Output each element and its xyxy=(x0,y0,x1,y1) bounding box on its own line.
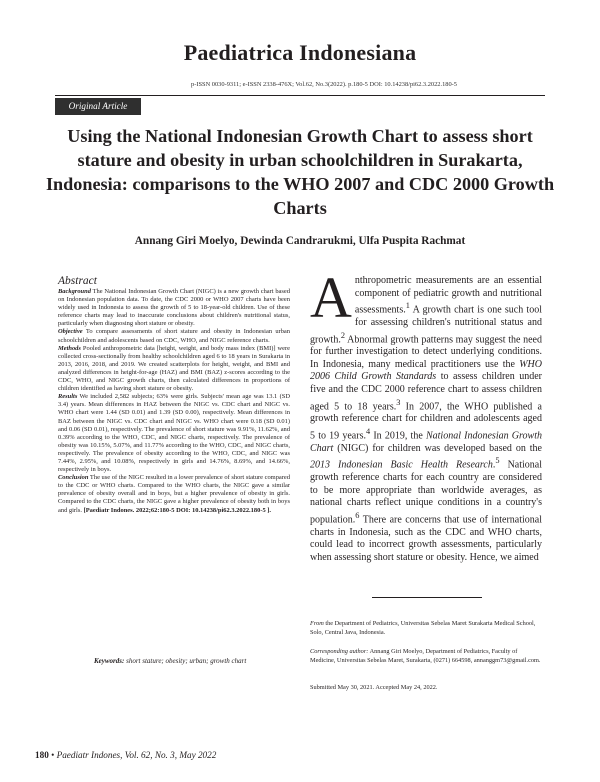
corresponding-text: Annang Giri Moelyo, Department of Pediatrics, Faculty of Medicine, Universitas Sebelas Maret, Surakarta, (0271) 664598, annanggm73@gmail.com. xyxy=(310,648,541,664)
background-text: The National Indonesian Growth Chart (NIGC) is a new growth chart based on Indonesian population data. To date, the CDC 2000 or WHO 2007 charts have been widely used in Indonesia to assess the growth of 5 to 18-year-old children. Use of these reference charts may lead to inaccurate conclusions about children's nutritional status, particularly when diagnosing short stature or obesity. xyxy=(58,288,290,328)
ref-6: 6 xyxy=(355,510,360,520)
intro-text: In 2007, the WHO published a growth reference chart for children and adolescents aged 5 to 19 years. xyxy=(310,400,542,442)
ref-5: 5 xyxy=(495,456,500,466)
results-text: We included 2,582 subjects; 63% were girls. Subjects' mean age was 13.1 (SD 3.4) years. Mean differences in HAZ between the NIGC vs. CDC chart and NIGC vs. WHO chart were 1.44 (SD 0.01) and 1.39 (SD 0.00), respectively. Mean differences in BAZ between the NIGC vs. CDC chart and NIGC vs. WHO chart were 0.18 (SD 0.01) and 0.06 (SD 0.01), respectively. The prevalence of short stature was 9.91%, 11.62%, and 0.39% according to the WHO, CDC, and NIGC charts, respectively. The prevalence of obesity was 10.15%, 5.07%, and 11.77% according to the WHO, CDC, and NIGC charts, respectively. The prevalence of obesity according to the WHO, CDC, and NIGC was 7.44%, 2.95%, and 10.08%, respectively in girls and 14.76%, 8.69%, and 14.66%, respectively in boys. xyxy=(58,393,290,474)
footer-citation: Paediatr Indones, Vol. 62, No. 3, May 2022 xyxy=(56,750,217,760)
methods-text: Pooled anthropometric data [height, weight, and body mass index (BMI)] were collected cross-sectionally from healthy schoolchildren aged 6 to 18 years in Surakarta in 2013, 2016, 2018, and 2019. We created scatterplots for height, weight, and BMI and analyzed differences in height-for-age (HAZ) and BMI (BAZ) z-scores according to the CDC, WHO, and NIGC growth charts, then calculated differences in proportions of children identified as having short stature or obesity. xyxy=(58,344,290,393)
intro-text: National growth reference charts for each country are considered to be more appropriate than worldwide averages, as national charts reflect unique conditions in a country's population. xyxy=(310,459,542,526)
conclusion-label: Conclusion xyxy=(58,474,89,482)
abstract-citation: [Paediatr Indones. 2022;62:180-5 DOI: 10.14238/pi62.3.2022.180-5 ]. xyxy=(83,506,272,514)
keywords-label: Keywords: xyxy=(94,657,125,665)
nigc-title: National Indonesian Growth Chart xyxy=(310,430,542,454)
abstract-text xyxy=(58,288,290,515)
from-label: From xyxy=(310,620,324,627)
abstract-heading: Abstract xyxy=(58,275,97,287)
methods-label: Methods xyxy=(58,344,81,352)
article-type-badge: Original Article xyxy=(55,98,141,115)
affiliation-text: the Department of Pediatrics, Universitas Sebelas Maret Surakarta Medical School, Solo, Central Java, Indonesia. xyxy=(310,620,536,636)
objective-text: To compare assessments of short stature and obesity in Indonesian urban schoolchildren and adolescents based on CDC, WHO, and NIGC reference charts. xyxy=(58,328,290,344)
journal-name: Paediatrica Indonesiana xyxy=(183,40,417,65)
basic-health-research-title: 2013 Indonesian Basic Health Research xyxy=(310,459,493,471)
who-2006-title: WHO 2006 Child Growth Standards xyxy=(310,358,542,383)
corresponding-author-footnote xyxy=(310,648,542,665)
article-title: Using the National Indonesian Growth Chart to assess short stature and obesity in urban schoolchildren in Surakarta, Indonesia: comparisons to the WHO 2007 and CDC 2000 Growth Charts xyxy=(45,126,555,218)
issn-line: p-ISSN 0030-9311; e-ISSN 2338-476X; Vol.62, No.3(2022). p.180-5 DOI: 10.14238/pi62.3.2022.180-5 xyxy=(191,81,457,88)
intro-text: nthropometric measurements are an essential component of pediatric growth and nutritional assessments. xyxy=(354,275,542,316)
author-list: Annang Giri Moelyo, Dewinda Candrarukmi, Ulfa Puspita Rachmat xyxy=(134,235,466,247)
keywords-text: short stature; obesity; urban; growth chart xyxy=(126,657,247,665)
footer-bullet: • xyxy=(48,750,57,760)
corresponding-label: Corresponding author: xyxy=(310,648,369,655)
intro-text: In 2019, the xyxy=(370,430,426,442)
header-rule xyxy=(55,95,545,96)
page-number: 180 xyxy=(35,750,49,760)
intro-text: . xyxy=(492,459,496,471)
intro-text: Abnormal growth patterns may suggest the need for further investigation to detect underlying conditions. In Indonesia, many medical practitioners use the xyxy=(310,333,542,370)
body-column xyxy=(310,265,542,564)
submission-dates: Submitted May 30, 2021. Accepted May 24, 2022. xyxy=(310,684,438,691)
results-label: Results xyxy=(58,393,78,401)
objective-label: Objective xyxy=(58,328,83,336)
abstract-column xyxy=(58,275,290,515)
affiliation-footnote xyxy=(310,620,542,637)
keywords xyxy=(94,657,272,666)
intro-paragraph xyxy=(310,265,542,564)
conclusion-text: The use of the NIGC resulted in a lower prevalence of short stature compared to the CDC or WHO charts. Compared to the WHO charts, the NIGC gave a similar prevalence of obesity overall and in boys, but a higher prevalence of obesity in girls. Compared to the CDC charts, the NIGC gave a higher prevalence of obesity both in boys and girls. xyxy=(58,474,290,514)
footnote-rule xyxy=(372,597,482,598)
ref-4: 4 xyxy=(365,427,371,436)
intro-text: (NIGC) for children was developed based on the xyxy=(333,442,542,454)
background-label: Background xyxy=(58,288,91,295)
ref-2: 2 xyxy=(340,330,346,340)
intro-text: A growth chart is one such tool for assessing children's nutritional status and growth. xyxy=(310,304,542,345)
page-footer xyxy=(35,750,216,760)
intro-text: to assess children under five and the CDC 2000 reference chart to assess children aged 5 to 18 years. xyxy=(310,371,542,412)
intro-text: There are concerns that use of international charts in Indonesia, such as the CDC and WHO charts, could lead to incorrect growth assessments, particularly when assessing short stature or obesity. Hence, we aimed xyxy=(310,514,542,563)
ref-1: 1 xyxy=(405,301,410,311)
drop-cap: A xyxy=(310,265,352,330)
ref-3: 3 xyxy=(396,397,401,407)
